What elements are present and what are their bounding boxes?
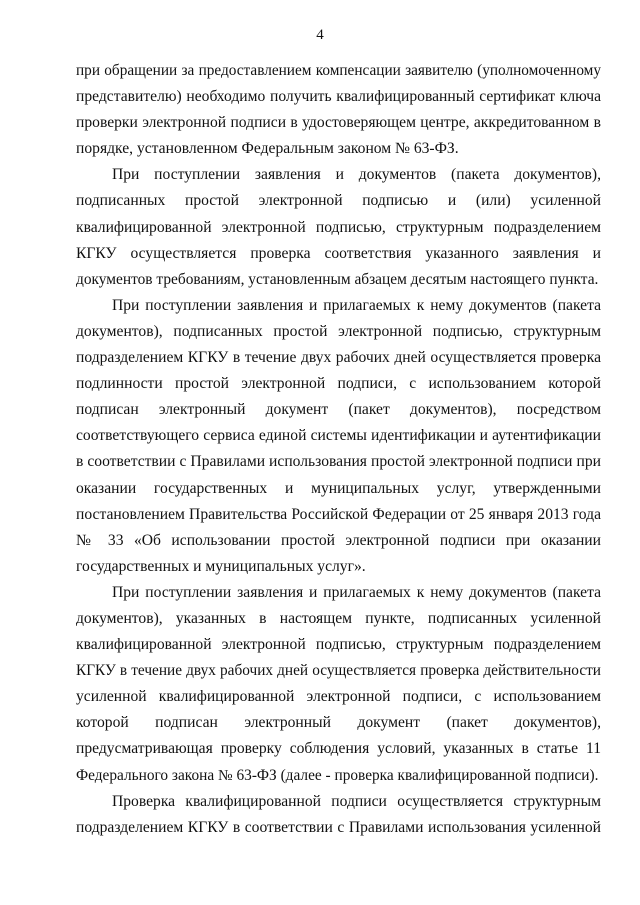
text-line: При поступлении заявления и документов (пакета документов),: [112, 166, 601, 184]
page-number: 4: [316, 27, 324, 43]
text-line: При поступлении заявления и прилагаемых к нему документов (пакета: [112, 296, 601, 314]
text-line: которой подписан электронный документ (пакет документов),: [76, 714, 601, 732]
text-line: При поступлении заявления и прилагаемых к нему документов (пакета: [112, 583, 601, 601]
text-line: документов), указанных в настоящем пункте, подписанных усиленной: [76, 609, 601, 627]
text-line: государственных и муниципальных услуг».: [76, 557, 366, 575]
text-line: подписан электронный документ (пакет документов), посредством: [76, 401, 601, 419]
text-line: усиленной квалифицированной электронной подписи, с использованием: [76, 688, 601, 706]
text-line: предусматривающая проверку соблюдения условий, указанных в статье 11: [76, 740, 601, 758]
text-line: подразделением КГКУ в соответствии с Правилами использования усиленной: [76, 818, 601, 836]
paragraph-qualified-signature: [76, 580, 601, 789]
text-line: КГКУ осуществляется проверка соответствия указанного заявления и: [76, 244, 601, 262]
text-line: документов требованиям, установленным абзацем десятым настоящего пункта.: [76, 270, 599, 288]
text-line: Проверка квалифицированной подписи осуществляется структурным: [112, 792, 601, 810]
text-line: соответствующего сервиса единой системы идентификации и аутентификации: [76, 427, 601, 445]
text-line: в соответствии с Правилами использования простой электронной подписи при: [76, 453, 601, 471]
text-line: подразделением КГКУ в течение двух рабочих дней осуществляется проверка: [76, 349, 601, 367]
paragraph-qualified-check-rules: [76, 789, 601, 841]
text-line: постановлением Правительства Российской Федерации от 25 января 2013 года: [76, 505, 601, 523]
paragraph-continuation: [76, 58, 601, 162]
text-line: оказании государственных и муниципальных услуг, утвержденными: [76, 479, 601, 497]
text-line: подлинности простой электронной подписи, с использованием которой: [76, 375, 601, 393]
text-line: КГКУ в течение двух рабочих дней осуществляется проверка действительности: [76, 662, 601, 680]
text-line: проверки электронной подписи в удостоверяющем центре, аккредитованном в: [76, 114, 601, 132]
text-line: при обращении за предоставлением компенсации заявителю (уполномоченному: [76, 62, 601, 79]
paragraph-simple-signature: [76, 293, 601, 580]
document-body: [76, 58, 601, 841]
text-line: документов), подписанных простой электронной подписью, структурным: [76, 322, 601, 340]
text-line: квалифицированной электронной подписью, структурным подразделением: [76, 218, 601, 236]
text-line: Федерального закона № 63-ФЗ (далее - проверка квалифицированной подписи).: [76, 766, 599, 784]
text-line: № 33 «Об использовании простой электронной подписи при оказании: [76, 531, 601, 549]
paragraph-signature-check: [76, 162, 601, 292]
text-line: квалифицированной электронной подписью, структурным подразделением: [76, 636, 601, 654]
text-line: порядке, установленном Федеральным законом № 63-ФЗ.: [76, 140, 459, 158]
text-line: подписанных простой электронной подписью и (или) усиленной: [76, 192, 601, 210]
text-line: представителю) необходимо получить квалифицированный сертификат ключа: [76, 88, 601, 106]
